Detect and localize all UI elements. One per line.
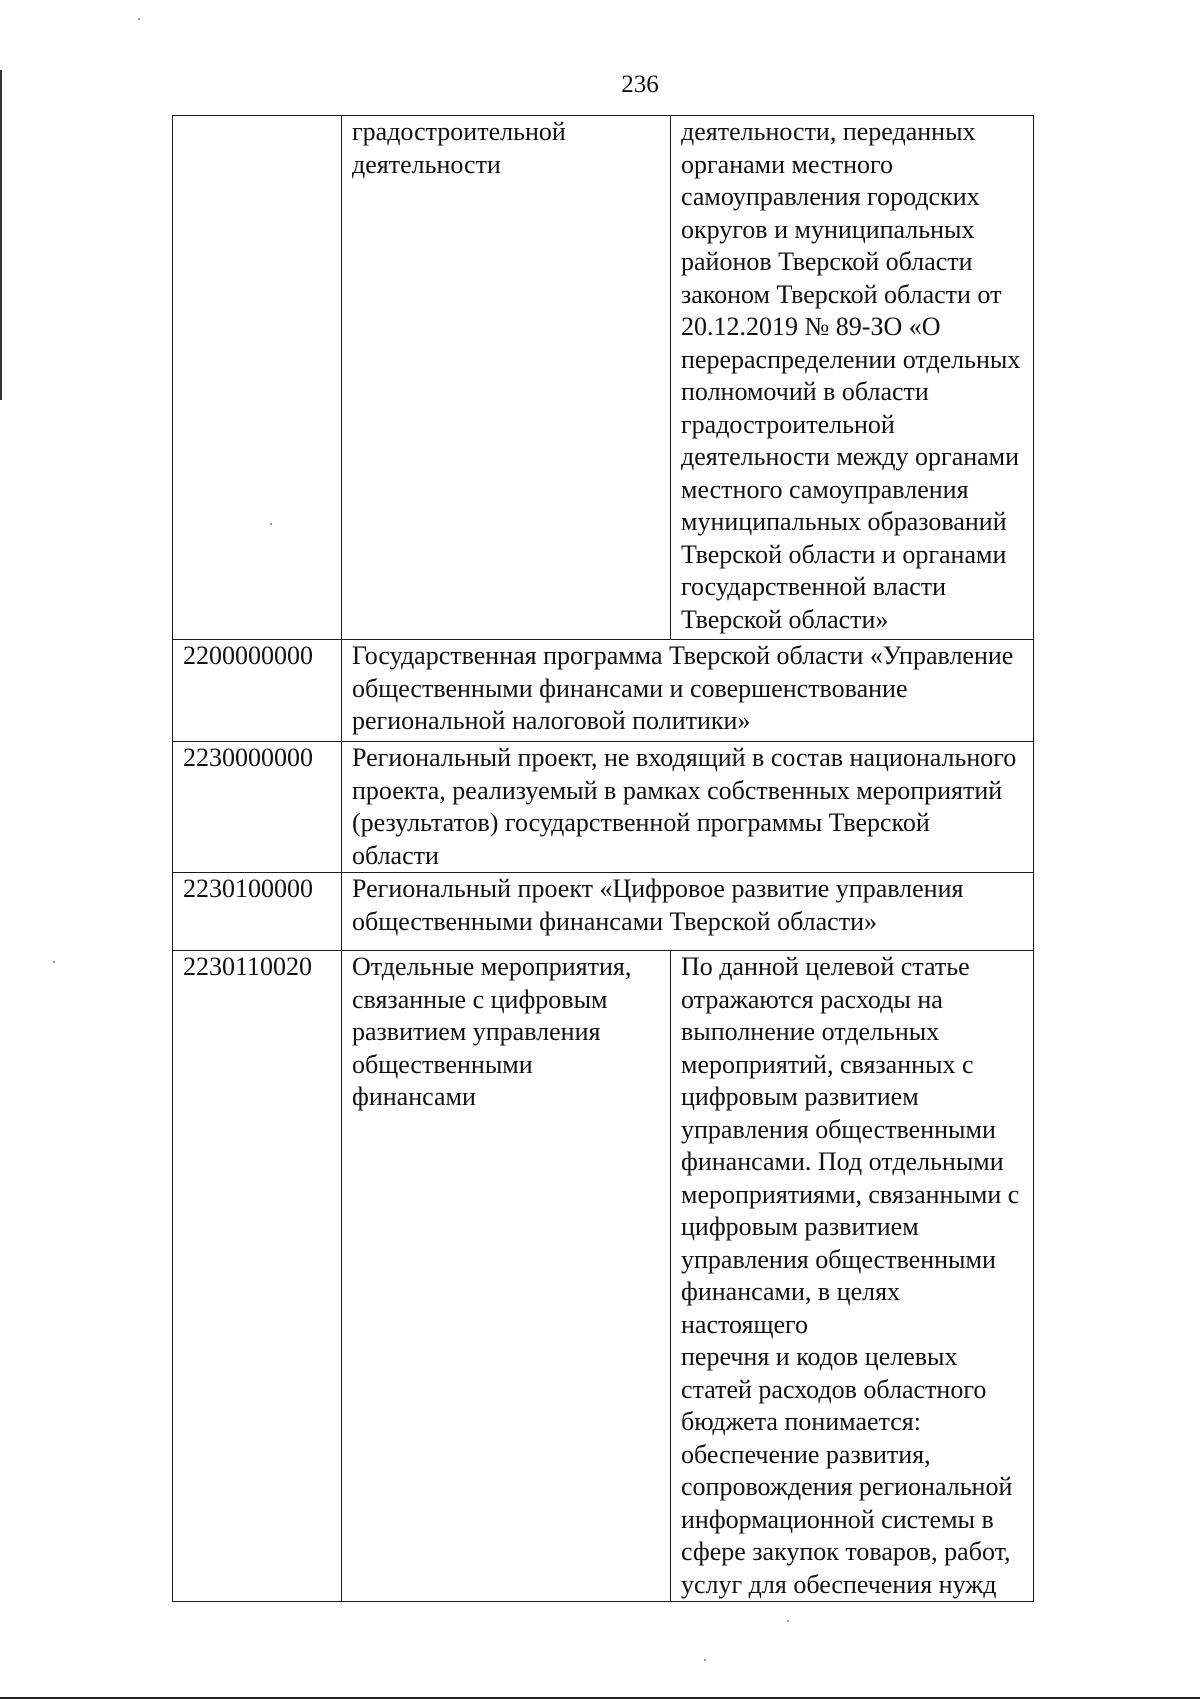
table-row [173,873,1034,951]
description-text: деятельности, переданных органами местного самоуправления городских округов и муниципальных районов Тверской области законом Тверской области от 20.12.2019 № 89-ЗО «О перераспределении отдельных полномочий в области градостроительной деятельности между органами местного самоуправления муниципальных образований Тверской области и органами государственной власти Тверской области» [681,117,1021,634]
scan-speck [787,1620,789,1622]
name-text: Государственная программа Тверской области «Управление общественными финансами и совершенствование региональной налоговой политики» [352,641,1014,735]
name-cell [342,873,1034,951]
name-text: Региональный проект, не входящий в состав национального проекта, реализуемый в рамках собственных мероприятий (результатов) государственной программы Тверской области [352,743,1017,870]
name-text: Отдельные мероприятия, связанные с цифровым развитием управления общественными финансами [352,952,632,1111]
description-cell [671,951,1034,1602]
code-cell: 2230110020 [173,951,342,1602]
table-row [173,116,1034,640]
name-text: Региональный проект «Цифровое развитие управления общественными финансами Тверской области» [352,874,964,936]
table-row [173,951,1034,1602]
code-cell: 2230000000 [173,742,342,873]
scan-speck [270,523,272,525]
table-row [173,640,1034,742]
code-cell: 2200000000 [173,640,342,742]
description-text: По данной целевой статье отражаются расходы на выполнение отдельных мероприятий, связанных с цифровым развитием управления общественными финансами. Под отдельными мероприятиями, связанными с цифровым развитием управления общественными финансами, в целях настоящего перечня и кодов целевых статей расходов областного бюджета понимается: обеспечение развития, сопровождения региональной информационной системы в сфере закупок товаров, работ, услуг для обеспечения нужд [681,952,1020,1599]
budget-codes-table [172,115,1034,1602]
scan-speck [704,1659,706,1661]
code-cell: 2230100000 [173,873,342,951]
code-cell [173,116,342,640]
name-text: градостроительной деятельности [352,117,566,179]
name-cell [342,116,671,640]
page-number: 236 [621,71,659,98]
table-row [173,742,1034,873]
description-cell [671,116,1034,640]
scan-edge-left [0,70,2,400]
name-cell [342,951,671,1602]
name-cell [342,742,1034,873]
name-cell [342,640,1034,742]
scan-speck [138,18,140,20]
scan-speck [53,961,55,963]
